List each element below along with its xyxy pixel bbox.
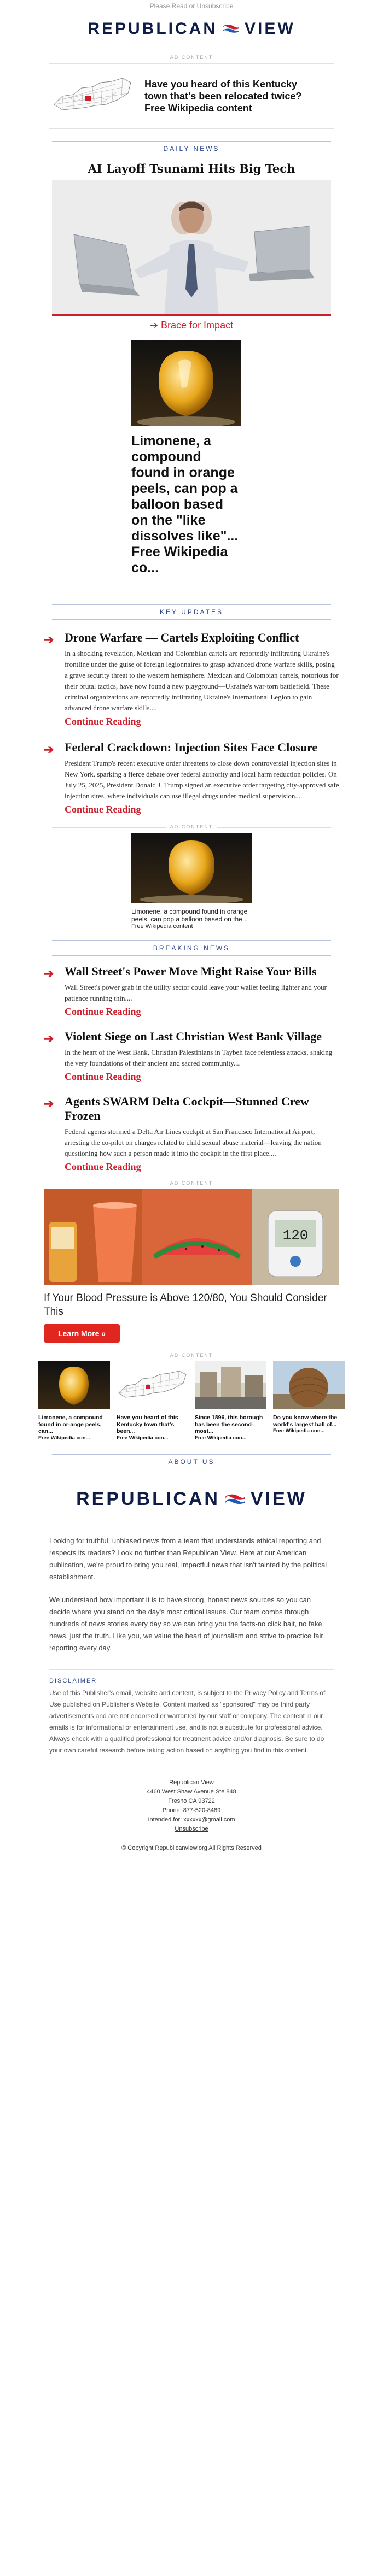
disclaimer-text: Use of this Publisher's email, website and content, is subject to the Privacy Policy and Terms of Use published on Publisher's Website. Content marked as "sponsored" may be third party advertisements and are not endorsed or warranted by our staff or company. The content in our emails is for informational or entertainment use, and is not a substitute for professional advice. Always check with a qualified professional for treatment advice and/or diagnosis. Be sure to do your own careful research before taking action based on anything you find in this content. — [49, 1689, 326, 1754]
brand-logo-footer[interactable] — [0, 1486, 383, 1513]
story-title[interactable]: Violent Siege on Last Christian West Bank Village — [65, 1030, 322, 1043]
ad-grid-caption: Have you heard of this Kentucky town that's been... — [117, 1414, 178, 1434]
brand-word-2: VIEW — [251, 1489, 307, 1509]
footer-intended: Intended for: xxxxxx@gmail.com — [148, 1816, 235, 1823]
ad-grid-caption: Do you know where the world's largest ball of... — [273, 1414, 338, 1428]
story-title[interactable]: Agents SWARM Delta Cockpit—Stunned Crew Frozen — [65, 1095, 309, 1122]
disclaimer-label: DISCLAIMER — [49, 1677, 97, 1684]
brand-word-1: REPUBLICAN — [76, 1489, 220, 1509]
orange-balloon-image — [131, 833, 252, 903]
footer-unsubscribe-link[interactable]: Unsubscribe — [175, 1825, 208, 1832]
monitor-reading: 120 — [282, 1227, 309, 1244]
ad-grid-item-kentucky[interactable] — [117, 1361, 188, 1441]
about-text — [0, 1535, 383, 1654]
ad-grid-item-ball[interactable] — [273, 1361, 345, 1441]
ad-grid-source: Free Wikipedia con... — [38, 1434, 90, 1441]
ad-kentucky-banner[interactable] — [49, 63, 334, 129]
arrow-right-icon: ➔ — [44, 967, 54, 980]
section-key-updates: KEY UPDATES — [52, 604, 331, 620]
brace-for-impact-link[interactable]: ➔ Brace for Impact — [149, 320, 234, 331]
story-body: In a shocking revelation, Mexican and Colombian cartels are reportedly infiltrating Ukraine's frontline under the guise of foreign legionnaires to grasp advanced drone warfare skills, posing a grave security threat to the western hemisphere. Mexican and Colombian cartels, notorious for their brutal tactics, have now found a new playground—Ukraine's war-torn battlefield. These criminal organizations are reportedly infiltrating Ukraine's International Legion to gain advanced drone warfare skills.... — [65, 649, 339, 712]
kentucky-map-image — [51, 66, 134, 126]
ad-label: AD CONTENT — [52, 824, 331, 830]
about-paragraph-2: We understand how important it is to have strong, honest news sources so you can decide where you stand on the day's most critical issues. Our team combs through hundreds of news stories every day so we can bring you the facts-no click bait, no fake news, just the truth. Like you, we value the heart of journalism and strive to practice fair reporting every day. — [49, 1595, 323, 1652]
about-paragraph-1: Looking for truthful, unbiased news from a team that understands ethical reporting and respects its readers? Look no further than Republican View. Here at our American publication, we're proud to bring you real, impactful news that isn't tainted by the political establishment. — [49, 1536, 327, 1581]
borough-street-image — [195, 1361, 266, 1409]
disclaimer-block — [49, 1669, 334, 1684]
story-title[interactable]: Wall Street's Power Move Might Raise Your Bills — [65, 964, 317, 978]
flag-swoosh-icon — [222, 23, 240, 35]
ad-grid-item-borough[interactable] — [195, 1361, 266, 1441]
story-title[interactable]: Federal Crackdown: Injection Sites Face Closure — [65, 740, 318, 754]
ad-label: AD CONTENT — [52, 1352, 331, 1358]
continue-reading-link[interactable]: Continue Reading — [65, 804, 141, 815]
ad-grid-source: Free Wikipedia con... — [117, 1434, 169, 1441]
daily-news-headline[interactable]: AI Layoff Tsunami Hits Big Tech — [88, 162, 295, 175]
footer-copyright: © Copyright Republicanview.org All Rights Reserved — [121, 1844, 262, 1851]
section-daily-news: DAILY NEWS — [52, 141, 331, 156]
brand-word-2: VIEW — [245, 20, 295, 38]
ad-grid — [38, 1361, 345, 1441]
ad-grid-source: Free Wikipedia con... — [195, 1434, 247, 1441]
ad-bp-headline[interactable]: If Your Blood Pressure is Above 120/80, You Should Consider This — [44, 1292, 327, 1318]
section-breaking-news: BREAKING NEWS — [52, 940, 331, 956]
story-drone-warfare[interactable] — [44, 631, 339, 727]
ball-of-twine-image — [273, 1361, 345, 1409]
ad-limonene-small[interactable] — [131, 833, 252, 930]
disclaimer-text-wrap — [0, 1687, 383, 1756]
continue-reading-link[interactable]: Continue Reading — [65, 1006, 141, 1017]
story-delta-cockpit[interactable] — [44, 1095, 339, 1173]
footer-address-1: 4460 West Shaw Avenue Ste 848 — [147, 1788, 236, 1795]
orange-balloon-image — [38, 1361, 110, 1409]
continue-reading-link[interactable]: Continue Reading — [65, 716, 141, 727]
top-notice-text[interactable]: Please Read or Unsubscribe — [149, 2, 234, 10]
arrow-right-icon: ➔ — [149, 320, 159, 331]
juice-and-monitor-image — [44, 1189, 339, 1285]
story-body: Wall Street's power grab in the utility sector could leave your wallet feeling lighter and your patience running thin.... — [65, 983, 327, 1002]
section-about-us: ABOUT US — [52, 1454, 331, 1469]
footer-phone: Phone: 877-520-8489 — [162, 1807, 221, 1814]
story-title[interactable]: Drone Warfare — Cartels Exploiting Conflict — [65, 631, 299, 644]
orange-balloon-image — [131, 340, 241, 426]
businessman-laptops-illustration — [52, 180, 331, 316]
story-body: Federal agents stormed a Delta Air Lines cockpit at San Francisco International Airport, arresting the co-pilot on charges related to child sexual abuse material—leaving the nation questioning how such a person made it into the cockpit in the first place.... — [65, 1127, 322, 1157]
learn-more-button[interactable]: Learn More » — [44, 1324, 120, 1343]
arrow-right-icon: ➔ — [44, 743, 54, 756]
story-body: In the heart of the West Bank, Christian Palestinians in Taybeh face relentless attacks, shaking the very foundations of their ancient and sacred community.... — [65, 1048, 333, 1067]
story-injection-sites[interactable] — [44, 740, 339, 815]
brand-word-1: REPUBLICAN — [88, 20, 217, 38]
arrow-right-icon: ➔ — [44, 1032, 54, 1045]
arrow-right-icon: ➔ — [44, 633, 54, 646]
brand-logo[interactable] — [0, 12, 383, 46]
daily-news-hero-image[interactable] — [52, 180, 331, 316]
ad-top-text[interactable]: Have you heard of this Kentucky town that's been relocated twice? Free Wikipedia content — [144, 79, 302, 114]
continue-reading-link[interactable]: Continue Reading — [65, 1071, 141, 1082]
ad-grid-item-limonene[interactable] — [38, 1361, 110, 1441]
ad-grid-caption: Since 1896, this borough has been the second-most... — [195, 1414, 263, 1434]
ad-limonene-card[interactable] — [131, 340, 241, 576]
footer — [0, 1778, 383, 1853]
ad-label: AD CONTENT — [52, 55, 331, 60]
story-wall-street[interactable] — [44, 964, 339, 1018]
ad-apple-text[interactable]: Limonene, a compound found in orange peels, can pop a balloon based on the "like dissolves like"... Free Wikipedia co... — [131, 433, 239, 575]
footer-address-2: Fresno CA 93722 — [168, 1797, 215, 1804]
hero-red-rule — [52, 314, 331, 316]
ad-label: AD CONTENT — [52, 1180, 331, 1186]
ad-grid-caption: Limonene, a compound found in or-ange peels, can... — [38, 1414, 103, 1434]
story-west-bank[interactable] — [44, 1030, 339, 1083]
story-body: President Trump's recent executive order threatens to close down controversial injection sites in New York, sparking a fierce debate over federal authority and local harm reduction policies. On July 25, 2025, President Donald J. Trump signed an executive order targeting city-approved safe injection sites, where individuals can use illegal drugs under medical supervision.... — [65, 759, 339, 800]
flag-swoosh-icon — [224, 1492, 246, 1507]
arrow-right-icon: ➔ — [44, 1097, 54, 1110]
read-unsubscribe-link[interactable] — [0, 0, 383, 12]
continue-reading-link[interactable]: Continue Reading — [65, 1161, 141, 1172]
kentucky-map-image — [117, 1361, 188, 1409]
ad-blood-pressure[interactable] — [44, 1189, 339, 1343]
footer-name: Republican View — [169, 1779, 214, 1786]
ad-grid-source: Free Wikipedia con... — [273, 1428, 325, 1434]
ad-mid-source: Free Wikipedia content — [131, 923, 193, 930]
ad-mid-caption[interactable]: Limonene, a compound found in orange peels, can pop a balloon based on the... — [131, 908, 248, 923]
